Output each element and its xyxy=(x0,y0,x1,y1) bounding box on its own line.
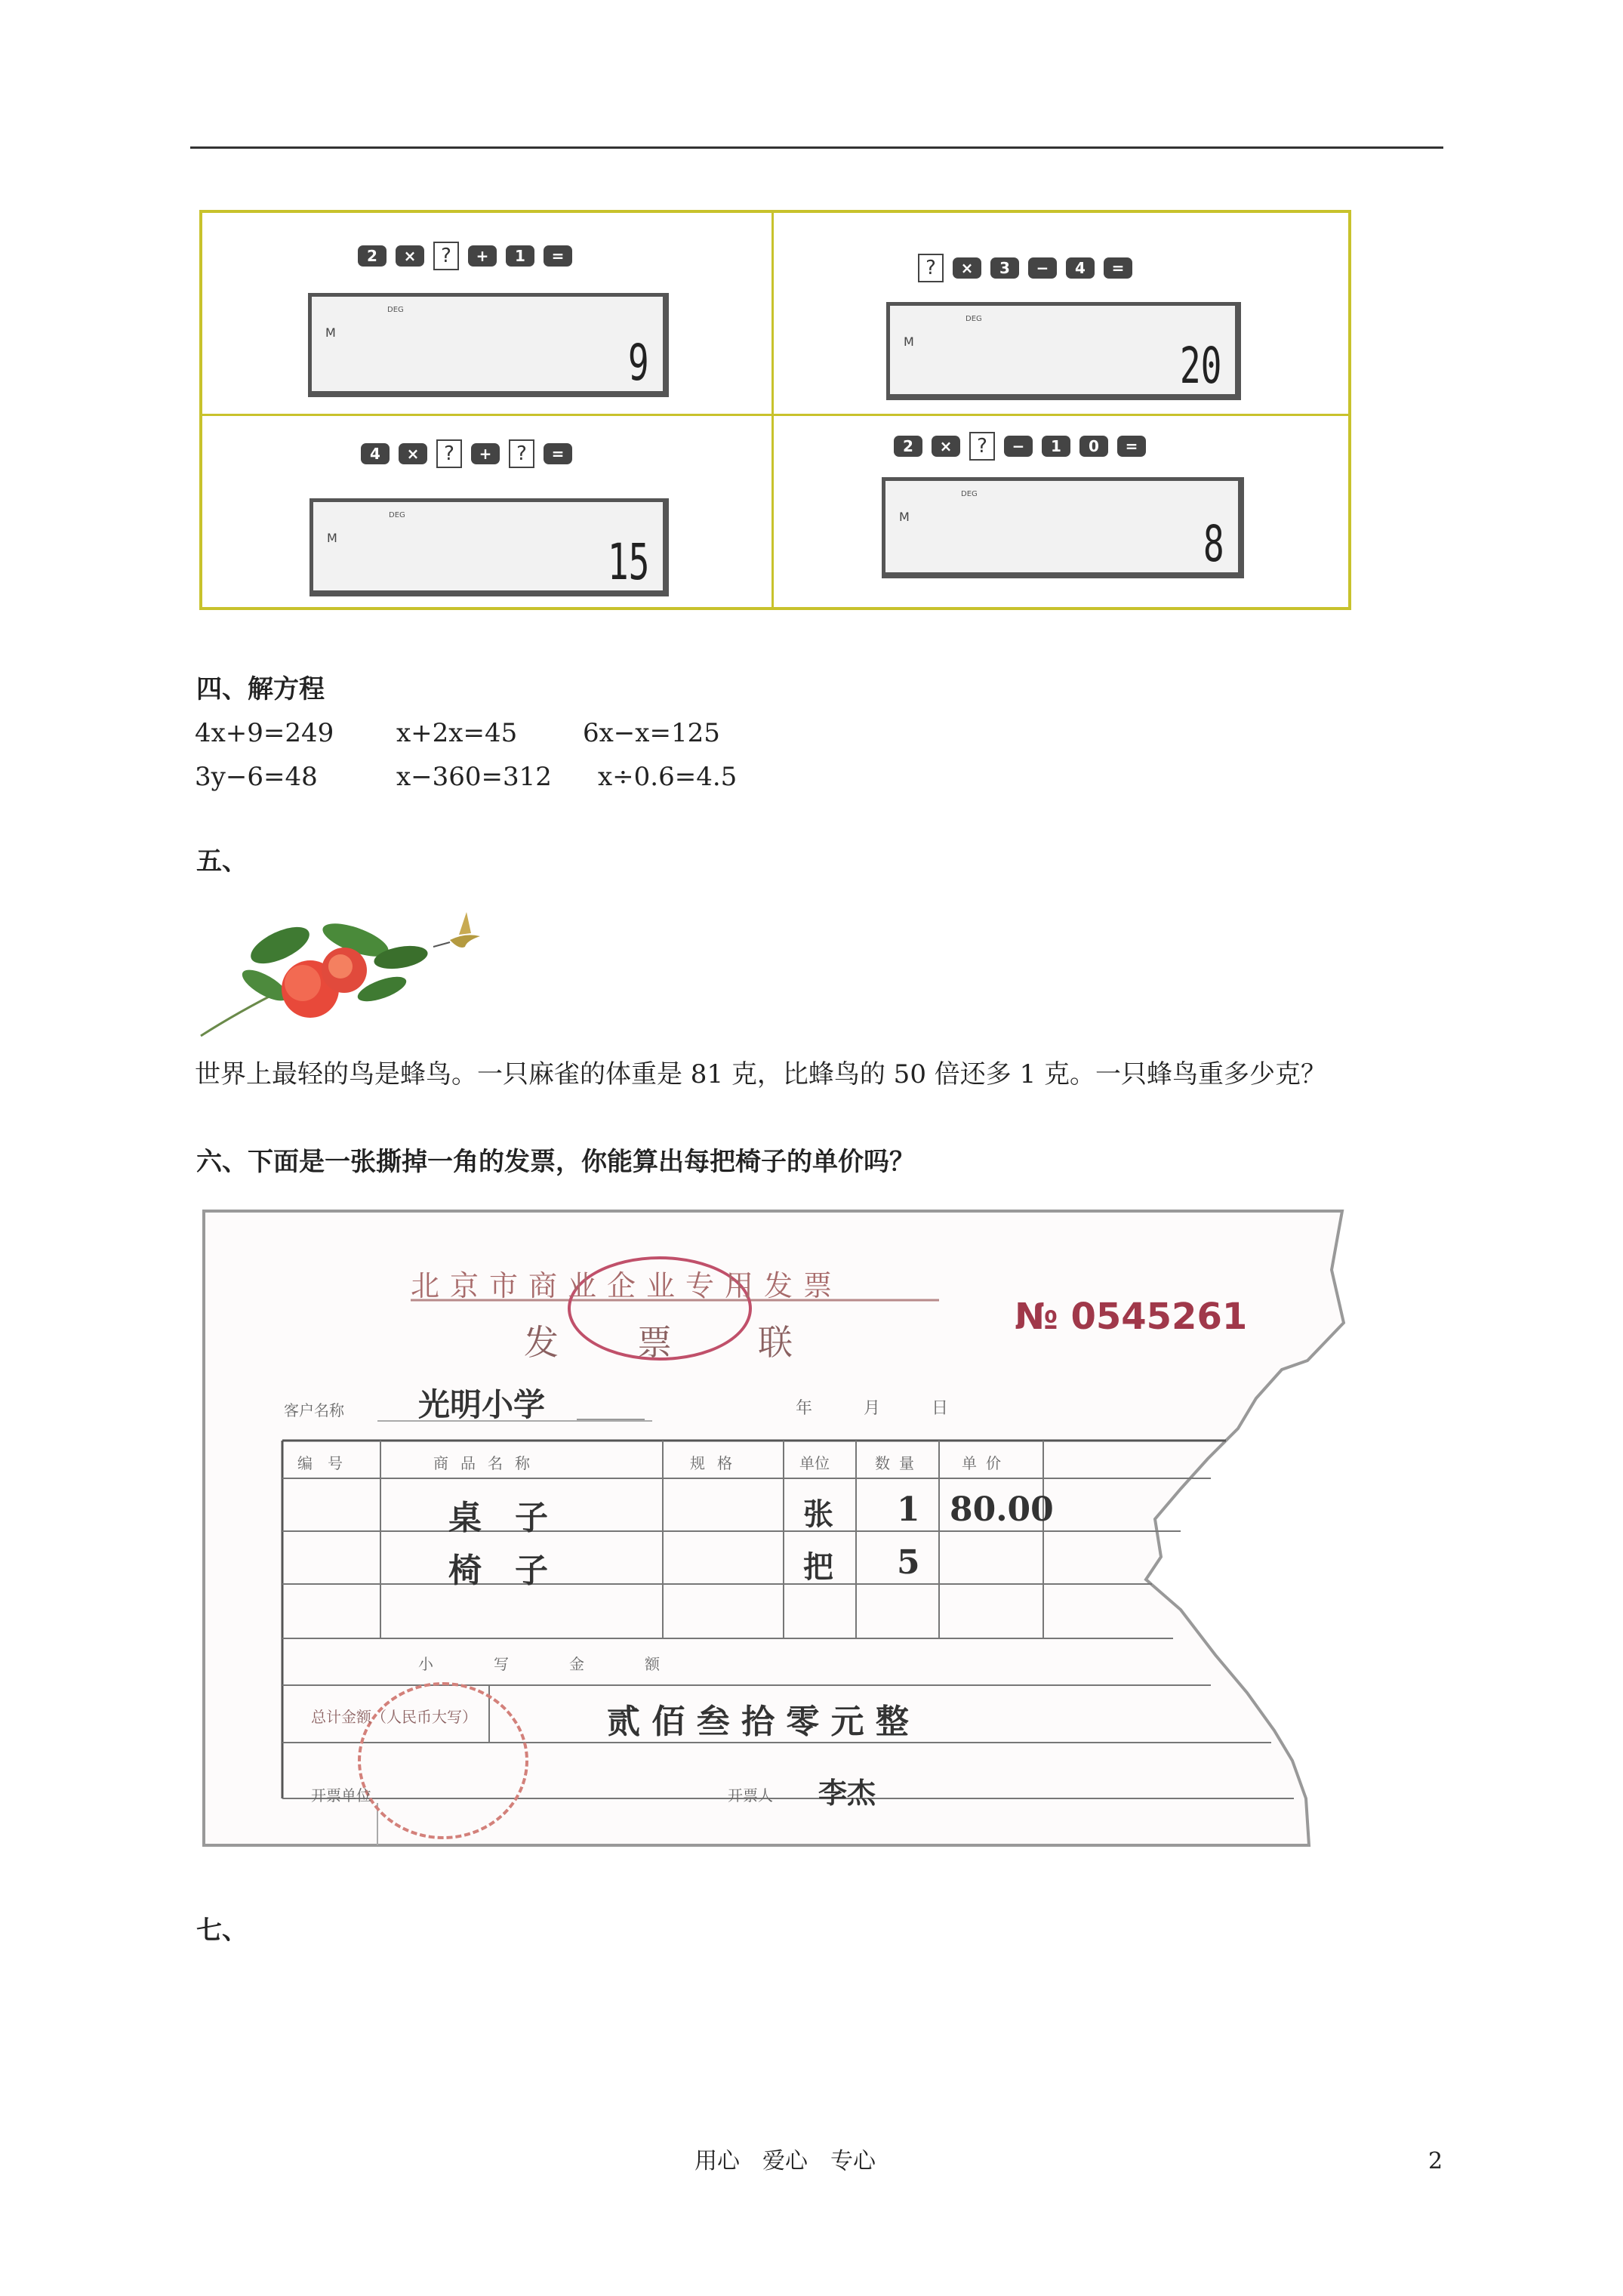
key: × xyxy=(932,436,960,457)
calculator-keys-4 xyxy=(894,432,1146,461)
date-year: 年 xyxy=(796,1399,813,1418)
section-7-title: 七、 xyxy=(196,1915,248,1946)
key: × xyxy=(396,245,424,267)
row-qty: 5 xyxy=(897,1543,920,1582)
col-unit: 单位 xyxy=(799,1454,830,1472)
col-qty: 数量 xyxy=(875,1454,923,1472)
equation: x÷0.6=4.5 xyxy=(598,762,738,792)
col-spec: 规格 xyxy=(690,1454,744,1472)
unknown-box: ? xyxy=(433,242,459,270)
key: − xyxy=(1004,436,1033,457)
row-name: 桌 子 xyxy=(448,1499,548,1537)
calculator-grid xyxy=(199,210,1351,610)
receipt-number: № 0545261 xyxy=(1015,1296,1248,1338)
page-number: 2 xyxy=(1428,2148,1443,2174)
key: 4 xyxy=(361,443,390,464)
receipt-subheader-left: 发 xyxy=(524,1322,559,1363)
calculator-keys-1 xyxy=(358,242,572,270)
unknown-box: ? xyxy=(436,439,462,468)
key: + xyxy=(468,245,497,267)
row-qty: 1 xyxy=(897,1490,920,1529)
key: + xyxy=(471,443,500,464)
equation: x−360=312 xyxy=(396,762,552,792)
calculator-keys-3 xyxy=(361,439,572,468)
date-day: 日 xyxy=(932,1399,949,1418)
key: = xyxy=(1104,257,1132,279)
key: 1 xyxy=(506,245,534,267)
display-value: 9 xyxy=(628,334,649,392)
unknown-box: ? xyxy=(918,254,944,282)
key: − xyxy=(1028,257,1057,279)
key: × xyxy=(399,443,427,464)
torn-receipt xyxy=(199,1202,1350,1853)
issuer-label: 开票单位 xyxy=(311,1786,371,1804)
footer-motto: 用心 爱心 专心 xyxy=(694,2148,876,2174)
key: 3 xyxy=(990,257,1019,279)
display-value: 15 xyxy=(607,533,649,591)
header-rule xyxy=(190,146,1443,149)
row-unit: 张 xyxy=(803,1496,833,1532)
col-code: 编号 xyxy=(297,1454,358,1472)
customer-label: 客户名称 xyxy=(284,1401,344,1419)
calculator-keys-2 xyxy=(918,254,1132,282)
clerk-label: 开票人 xyxy=(728,1786,773,1804)
section-4-title: 四、解方程 xyxy=(196,674,325,704)
display-value: 8 xyxy=(1203,515,1224,573)
unknown-box: ? xyxy=(969,432,995,461)
date-month: 月 xyxy=(864,1399,881,1418)
customer-name: 光明小学 xyxy=(418,1386,546,1423)
section-6-title: 六、下面是一张撕掉一角的发票，你能算出每把椅子的单价吗？ xyxy=(196,1147,915,1177)
equation: 3y−6=48 xyxy=(195,762,318,792)
rose-hummingbird-illustration xyxy=(193,898,495,1042)
key: = xyxy=(544,245,572,267)
key: 0 xyxy=(1079,436,1108,457)
receipt-subheader-right: 联 xyxy=(758,1322,793,1363)
receipt-header: 北京市商业企业专用发票 xyxy=(411,1269,843,1302)
equation: x+2x=45 xyxy=(396,718,518,748)
receipt-subheader-mid: 票 xyxy=(637,1322,672,1363)
col-price: 单价 xyxy=(962,1454,1010,1472)
total-amount: 贰 佰 叁 拾 零 元 整 xyxy=(607,1703,909,1741)
key: × xyxy=(953,257,981,279)
section-5-title: 五、 xyxy=(196,846,248,877)
key: 1 xyxy=(1042,436,1070,457)
key: 2 xyxy=(894,436,922,457)
section-5-question: 世界上最轻的鸟是蜂鸟。一只麻雀的体重是 81 克，比蜂鸟的 50 倍还多 1 克。一只蜂鸟重多少克？ xyxy=(195,1059,1327,1089)
calculator-display-1: M DEG 9 xyxy=(308,293,669,397)
calculator-display-4: M DEG 8 xyxy=(882,477,1244,578)
row-unit: 把 xyxy=(803,1549,833,1585)
equation: 6x−x=125 xyxy=(583,718,720,748)
key: 2 xyxy=(358,245,387,267)
col-name: 商品名称 xyxy=(433,1454,542,1472)
display-value: 20 xyxy=(1179,337,1221,395)
row-price: 80.00 xyxy=(950,1490,1054,1529)
key: = xyxy=(1117,436,1146,457)
calculator-display-3: M DEG 15 xyxy=(310,498,669,596)
row-name: 椅 子 xyxy=(448,1552,548,1590)
unknown-box: ? xyxy=(509,439,534,468)
calculator-display-2: M DEG 20 xyxy=(886,302,1241,400)
equation: 4x+9=249 xyxy=(195,718,334,748)
key: = xyxy=(544,443,572,464)
clerk-name: 李杰 xyxy=(818,1776,876,1810)
key: 4 xyxy=(1066,257,1095,279)
subtotal-label: 小 写 金 额 xyxy=(418,1655,682,1673)
total-label: 总计金额（人民币大写） xyxy=(311,1708,477,1726)
